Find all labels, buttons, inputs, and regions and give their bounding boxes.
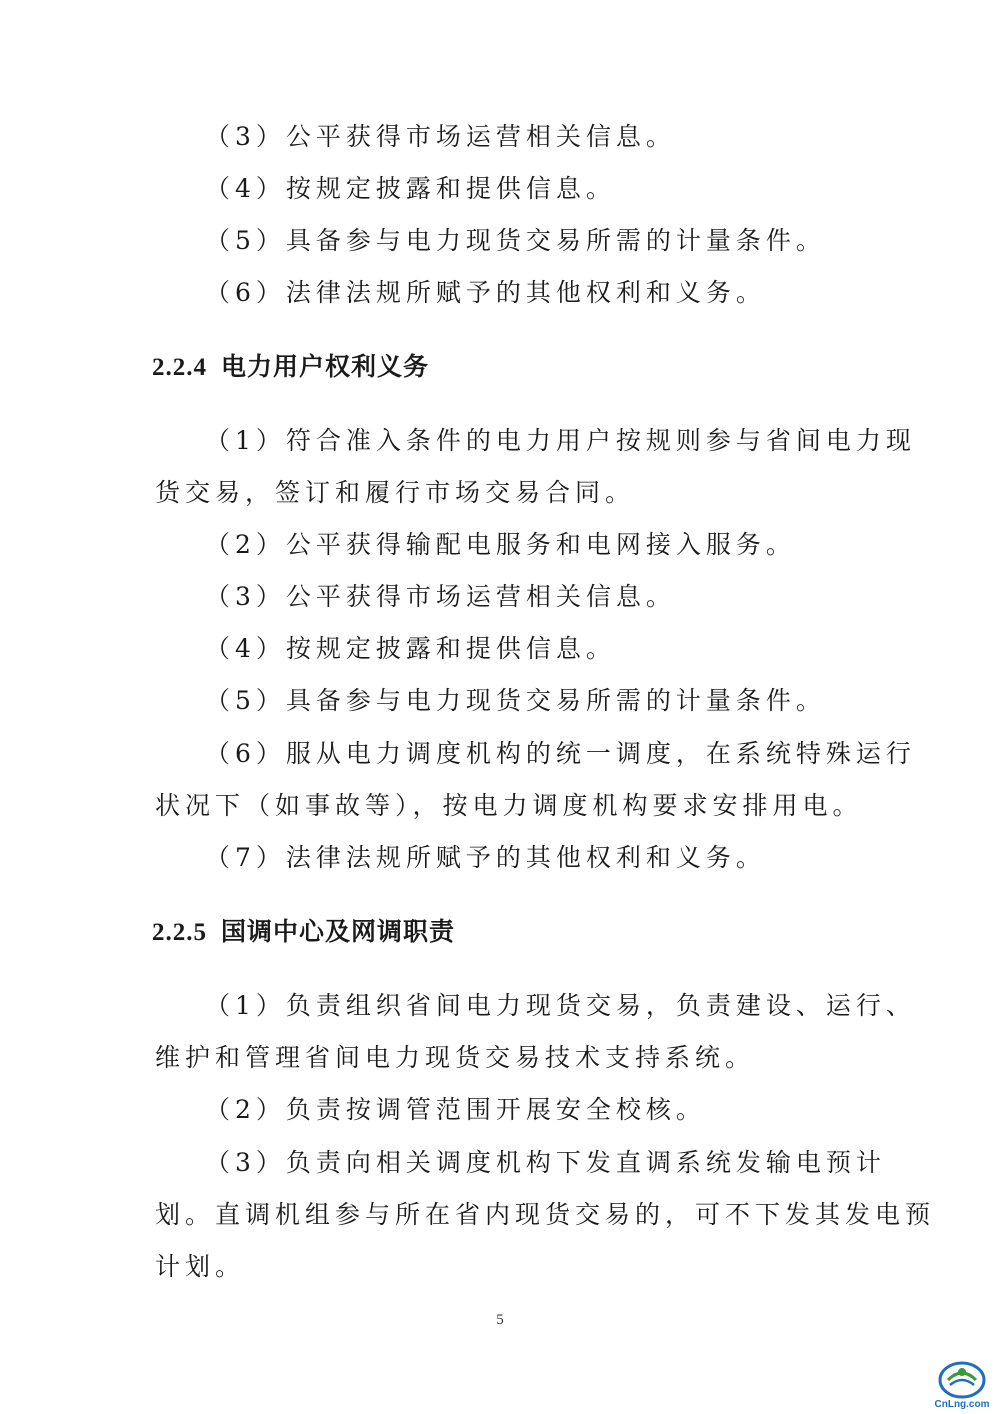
list-item: （6）法律法规所赋予的其他权利和义务。: [205, 278, 766, 307]
list-item: （3）公平获得市场运营相关信息。: [205, 582, 676, 611]
list-item-continuation: 划。直调机组参与所在省内现货交易的，可不下发其发电预: [155, 1200, 936, 1229]
list-item: （2）负责按调管范围开展安全校核。: [205, 1095, 706, 1124]
list-item: （1）符合准入条件的电力用户按规则参与省间电力现: [205, 426, 916, 455]
watermark-logo-icon: [928, 1358, 996, 1410]
list-item: （3）负责向相关调度机构下发直调系统发输电预计: [205, 1148, 886, 1177]
section-heading-2-2-5: [152, 915, 455, 950]
list-item: （4）按规定披露和提供信息。: [205, 174, 616, 203]
list-item: （1）负责组织省间电力现货交易，负责建设、运行、: [205, 991, 916, 1020]
watermark-text: CnLng.com: [934, 1399, 990, 1410]
list-item-continuation: 状况下（如事故等），按电力调度机构要求安排用电。: [155, 791, 863, 820]
list-item: （7）法律法规所赋予的其他权利和义务。: [205, 843, 766, 872]
page-number: 5: [496, 1312, 504, 1328]
section-title: 国调中心及网调职责: [221, 917, 456, 946]
list-item: （2）公平获得输配电服务和电网接入服务。: [205, 530, 796, 559]
section-title: 电力用户权利义务: [221, 352, 430, 381]
list-item: （5）具备参与电力现货交易所需的计量条件。: [205, 686, 826, 715]
list-item-continuation: 维护和管理省间电力现货交易技术支持系统。: [155, 1043, 756, 1072]
list-item-continuation: 计划。: [155, 1252, 246, 1281]
section-number: 2.2.5: [152, 919, 207, 946]
list-item: （4）按规定披露和提供信息。: [205, 634, 616, 663]
section-heading-2-2-4: [152, 350, 429, 385]
section-number: 2.2.4: [152, 354, 207, 381]
list-item-continuation: 货交易，签订和履行市场交易合同。: [155, 478, 636, 507]
list-item: （3）公平获得市场运营相关信息。: [205, 122, 676, 151]
list-item: （6）服从电力调度机构的统一调度，在系统特殊运行: [205, 739, 916, 768]
list-item: （5）具备参与电力现货交易所需的计量条件。: [205, 226, 826, 255]
